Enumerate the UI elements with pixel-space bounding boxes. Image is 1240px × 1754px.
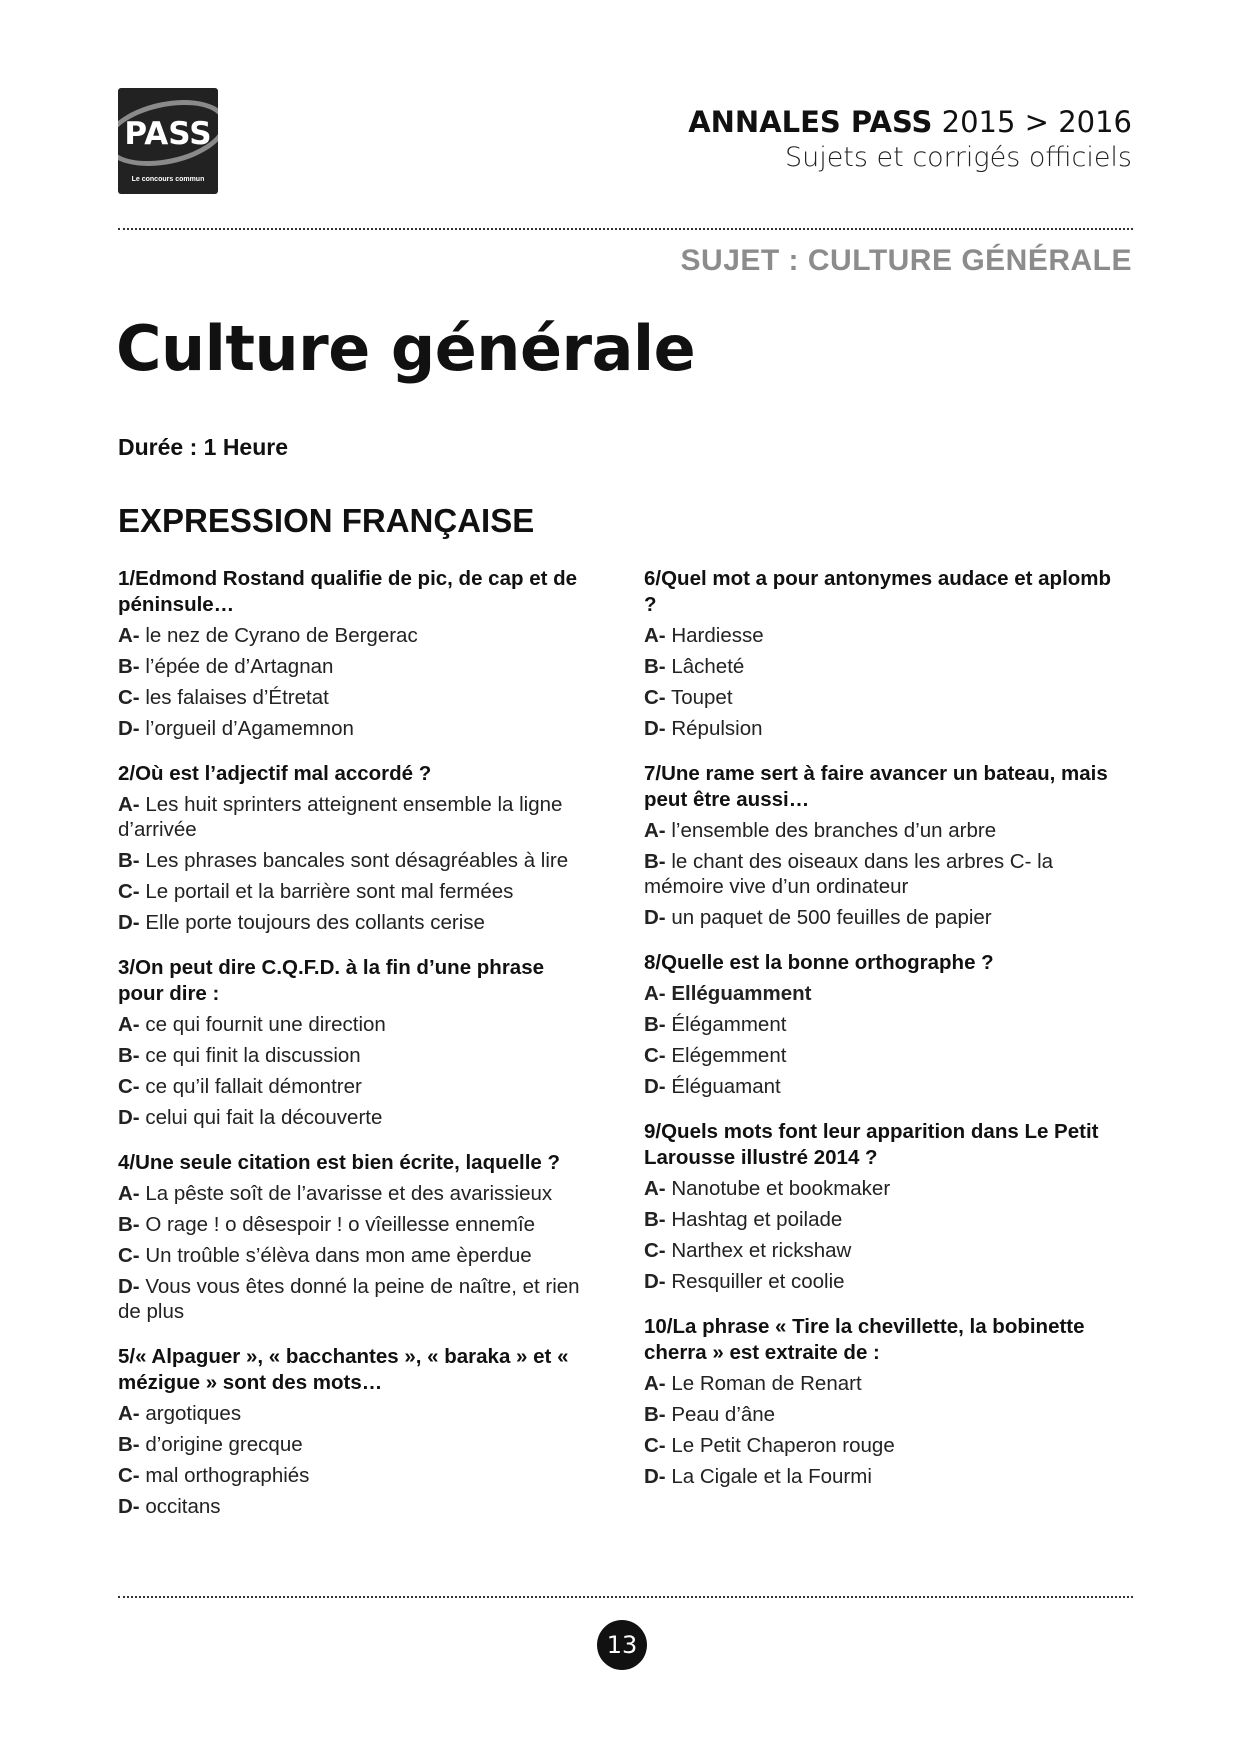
option-text: Elléguamment [671,982,812,1005]
option-text: Nanotube et bookmaker [671,1177,891,1200]
option-text: d’origine grecque [145,1433,303,1456]
option-letter: B- [118,655,140,678]
question-item [118,1150,588,1324]
option-letter: A- [118,1402,140,1425]
option-letter: C- [644,1239,666,1262]
question-item [118,761,588,935]
option-letter: B- [644,1013,666,1036]
answer-option [118,1243,588,1268]
option-letter: B- [118,1433,140,1456]
question-item [644,1314,1114,1489]
answer-option [644,905,1114,930]
answer-option [118,1074,588,1099]
option-letter: C- [118,686,140,709]
option-letter: D- [118,1106,140,1129]
question-item [644,566,1114,741]
answer-option [118,685,588,710]
option-letter: D- [118,1275,140,1298]
option-text: Peau d’âne [671,1403,776,1426]
answer-option [644,1238,1114,1263]
option-text: celui qui fait la découverte [145,1106,383,1129]
option-text: La pêste soît de l’avarisse et des avarissieux [145,1182,553,1205]
answer-option [644,1207,1114,1232]
top-divider [118,228,1133,230]
answer-option [118,910,588,935]
answer-option [118,879,588,904]
option-text: Les phrases bancales sont désagréables à lire [145,849,569,872]
option-letter: C- [644,1044,666,1067]
question-item [118,1344,588,1519]
answer-option [644,1402,1114,1427]
section-heading: EXPRESSION FRANÇAISE [118,502,535,539]
option-text: Les huit sprinters atteignent ensemble la ligne d’arrivée [118,793,563,841]
answer-option [644,849,1114,899]
answer-option [118,792,588,842]
option-text: l’orgueil d’Agamemnon [145,717,354,740]
option-letter: B- [644,850,666,873]
option-text: Narthex et rickshaw [671,1239,852,1262]
option-text: O rage ! o dêsespoir ! o vîeillesse ennemîe [145,1213,536,1236]
option-text: Lâcheté [671,655,745,678]
option-text: les falaises d’Étretat [145,686,329,709]
option-text: La Cigale et la Fourmi [671,1465,872,1488]
answer-option [644,623,1114,648]
option-letter: D- [644,906,666,929]
question-text: 1/Edmond Rostand qualifie de pic, de cap et de péninsule… [118,567,578,616]
option-letter: C- [644,1434,666,1457]
answer-option [118,1212,588,1237]
answer-option [644,1074,1114,1099]
option-text: Hardiesse [671,624,764,647]
option-letter: A- [118,1182,140,1205]
answer-option [118,716,588,741]
option-letter: B- [118,1213,140,1236]
question-text: 10/La phrase « Tire la chevillette, la bobinette cherra » est extraite de : [644,1315,1085,1364]
question-text: 2/Où est l’adjectif mal accordé ? [118,762,432,785]
answer-option [118,1181,588,1206]
option-text: Répulsion [671,717,763,740]
option-text: occitans [145,1495,221,1518]
question-text: 3/On peut dire C.Q.F.D. à la fin d’une phrase pour dire : [118,956,545,1005]
answer-option [118,1463,588,1488]
option-letter: D- [644,1270,666,1293]
option-letter: C- [118,1464,140,1487]
option-letter: A- [644,982,666,1005]
option-text: Éléguamant [671,1075,781,1098]
answer-option [118,1105,588,1130]
answer-option [118,1432,588,1457]
question-text: 9/Quels mots font leur apparition dans Le Petit Larousse illustré 2014 ? [644,1120,1099,1169]
page-number: 13 [597,1620,647,1670]
option-text: l’ensemble des branches d’un arbre [671,819,997,842]
option-text: Le Petit Chaperon rouge [671,1434,895,1457]
option-text: Le portail et la barrière sont mal fermées [145,880,514,903]
subject-label: SUJET : CULTURE GÉNÉRALE [680,244,1132,277]
answer-option [118,1494,588,1519]
question-text: 7/Une rame sert à faire avancer un bateau, mais peut être aussi… [644,762,1108,811]
question-item [118,955,588,1130]
option-letter: A- [118,624,140,647]
answer-option [644,685,1114,710]
option-letter: A- [644,624,666,647]
answer-option [644,1012,1114,1037]
question-text: 4/Une seule citation est bien écrite, laquelle ? [118,1151,561,1174]
option-letter: D- [118,911,140,934]
option-letter: D- [644,717,666,740]
option-text: Toupet [670,686,733,709]
answer-option [644,1043,1114,1068]
option-letter: A- [644,1372,666,1395]
option-text: ce qui fournit une direction [145,1013,386,1036]
answer-option [118,1274,588,1324]
option-text: Resquiller et coolie [671,1270,845,1293]
option-letter: C- [118,880,140,903]
header-subtitle: Sujets et corrigés officiels [784,142,1132,173]
bottom-divider [118,1596,1133,1598]
question-item [644,761,1114,930]
option-letter: C- [118,1075,140,1098]
option-letter: A- [118,1013,140,1036]
answer-option [644,1464,1114,1489]
option-letter: B- [644,655,666,678]
logo-tagline: Le concours commun [131,176,205,183]
option-text: ce qui finit la discussion [145,1044,361,1067]
option-text: Vous vous êtes donné la peine de naître, et rien de plus [118,1275,580,1323]
answer-option [644,1176,1114,1201]
option-letter: D- [644,1075,666,1098]
answer-option [644,716,1114,741]
question-text: 5/« Alpaguer », « bacchantes », « baraka » et « mézigue » sont des mots… [118,1345,569,1394]
answer-option [644,1371,1114,1396]
questions-right-column [644,566,1114,1509]
answer-option [118,1401,588,1426]
option-text: un paquet de 500 feuilles de papier [671,906,992,929]
option-text: le chant des oiseaux dans les arbres C- la mémoire vive d’un ordinateur [644,850,1054,898]
option-text: argotiques [145,1402,242,1425]
answer-option [118,1043,588,1068]
question-item [644,1119,1114,1294]
option-text: Un troûble s’élèva dans mon ame èperdue [145,1244,532,1267]
logo-word: PASS [124,116,212,152]
option-letter: B- [118,1044,140,1067]
option-text: l’épée de d’Artagnan [145,655,334,678]
option-text: le nez de Cyrano de Bergerac [145,624,418,647]
answer-option [644,1269,1114,1294]
pass-logo [118,88,218,194]
option-letter: D- [118,1495,140,1518]
option-text: Elégemment [671,1044,787,1067]
question-text: 8/Quelle est la bonne orthographe ? [644,951,994,974]
option-letter: B- [644,1403,666,1426]
header-brand: ANNALES PASS [688,105,933,139]
option-letter: C- [644,686,666,709]
option-text: Élégamment [671,1013,787,1036]
question-item [118,566,588,741]
option-letter: A- [644,819,666,842]
option-letter: D- [644,1465,666,1488]
option-text: Le Roman de Renart [671,1372,862,1395]
page-title: Culture générale [116,312,696,385]
option-letter: B- [644,1208,666,1231]
answer-option [644,654,1114,679]
option-letter: B- [118,849,140,872]
answer-option [118,1012,588,1037]
answer-option [644,818,1114,843]
option-text: Elle porte toujours des collants cerise [145,911,485,934]
answer-option [644,1433,1114,1458]
option-text: Hashtag et poilade [671,1208,843,1231]
header-line-1 [688,104,1132,140]
answer-option [118,623,588,648]
option-text: mal orthographiés [145,1464,310,1487]
option-letter: D- [118,717,140,740]
questions-left-column [118,566,588,1539]
option-letter: A- [118,793,140,816]
option-letter: A- [644,1177,666,1200]
option-letter: C- [118,1244,140,1267]
header-block [688,104,1132,176]
answer-option [118,654,588,679]
answer-option [118,848,588,873]
header-years: 2015 > 2016 [941,105,1132,139]
option-text: ce qu’il fallait démontrer [145,1075,362,1098]
duration: Durée : 1 Heure [118,434,289,460]
question-item [644,950,1114,1099]
question-text: 6/Quel mot a pour antonymes audace et aplomb ? [644,567,1112,616]
answer-option [644,981,1114,1006]
